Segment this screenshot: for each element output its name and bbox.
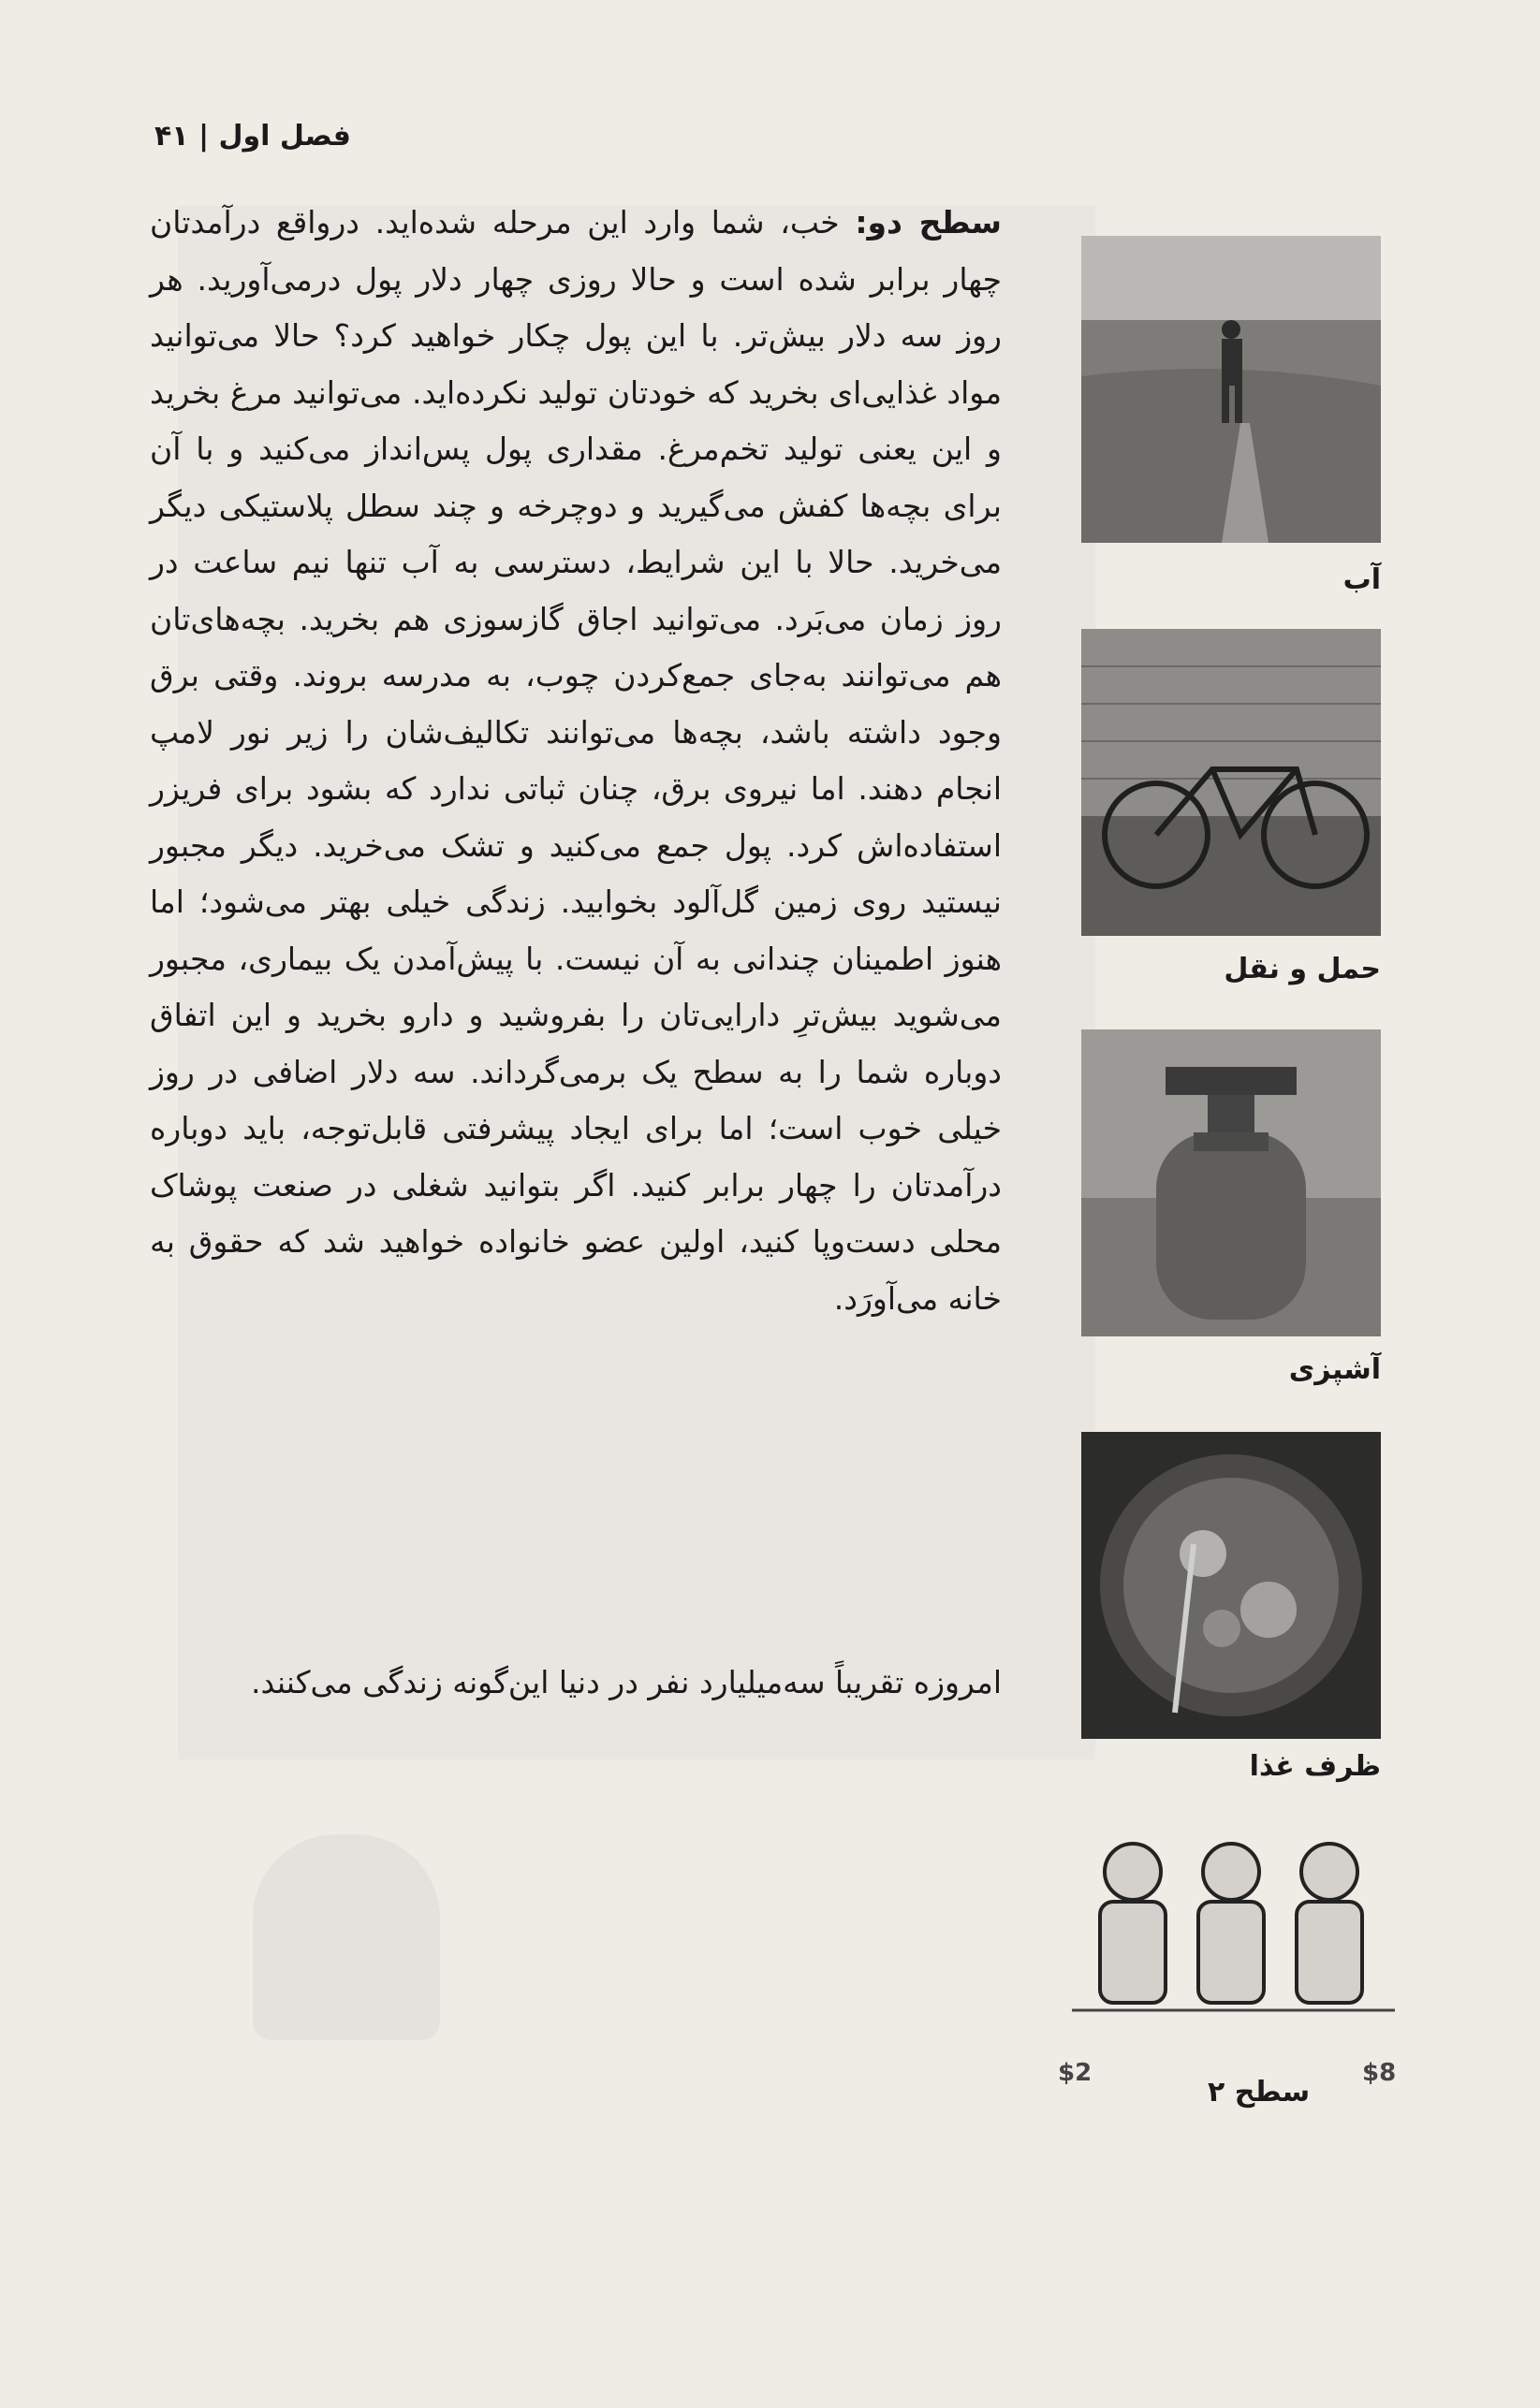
level-caption: سطح ۲ (1208, 2076, 1311, 2109)
transport-photo (1081, 629, 1381, 936)
food-photo (1081, 1432, 1381, 1739)
caption-cooking: آشپزی (1288, 1353, 1381, 1386)
caption-food: ظرف غذا (1249, 1750, 1381, 1783)
bicycle-icon (1081, 629, 1381, 936)
closing-sentence: امروزه تقریباً سه‌میلیارد نفر در دنیا این‌گونه زندگی می‌کنند. (251, 1664, 1002, 1700)
gas-stove-icon (1081, 1029, 1381, 1336)
page-header: فصل اول | ۴۱ (154, 120, 351, 153)
food-bowl-icon (1081, 1432, 1381, 1739)
child-walking-water-icon (1081, 236, 1381, 543)
body-text: خب، شما وارد این مرحله شده‌اید. درواقع درآمدتان چهار برابر شده است و حالا روزی چهار دلار پول درمی‌آورید. هر روز سه دلار بیش‌تر. با این پول چکار خواهید کرد؟ حالا می‌توانید مواد غذایی‌ای بخرید که خودتان تولید نکرده‌اید. می‌توانید مرغ بخرید و این یعنی تولید تخم‌مرغ. مقداری پول پس‌انداز می‌کنید و با آن برای بچه‌ها کفش می‌گیرید و دوچرخه و چند سطل پلاستیکی دیگر می‌خرید. حالا با این شرایط، دسترسی به آب تنها نیم ساعت در روز زمان می‌بَرد. می‌توانید اجاق گازسوزی هم بخرید. بچه‌های‌تان هم می‌توانند به‌جای جمع‌کردن چوب، به مدرسه بروند. وقتی برق وجود داشته باشد، بچه‌ها می‌توانند تکالیف‌شان را زیر نور لامپ انجام دهند. اما نیروی برق، چنان ثباتی ندارد که بشود برای فریزر استفاده‌اش کرد. پول جمع می‌کنید و تشک می‌خرید. دیگر مجبور نیستید روی زمین گل‌آلود بخوابید. زندگی خیلی بهتر می‌شود؛ اما هنوز اطمینان چندانی به آن نیست. با پیش‌آمدن یک بیماری، مجبور می‌شوید بیش‌ترِ دارایی‌تان را بفروشید و دارو بخرید و این اتفاق دوباره شما را به سطح یک برمی‌گرداند. سه دلار اضافی در روز خیلی خوب است؛ اما برای ایجاد پیشرفتی قابل‌توجه، باید دوباره درآمدتان را چهار برابر کنید. اگر بتوانید شغلی در صنعت پوشاک محلی دست‌وپا کنید، اولین عضو خانواده خواهید شد که حقوق به خانه می‌آورَد. (150, 204, 1002, 1317)
section-lead: سطح دو: (855, 204, 1002, 241)
water-photo (1081, 236, 1381, 543)
level-min-label: $2 (1058, 2059, 1093, 2087)
caption-transport: حمل و نقل (1224, 953, 1381, 985)
level-figure (1053, 1834, 1409, 2021)
three-people-icon (1053, 1834, 1409, 2021)
level-max-label: $8 (1362, 2059, 1397, 2087)
caption-water: آب (1342, 563, 1381, 596)
cooking-photo (1081, 1029, 1381, 1336)
body-paragraph (150, 195, 1002, 1327)
bleed-through-figure (253, 1834, 440, 2040)
